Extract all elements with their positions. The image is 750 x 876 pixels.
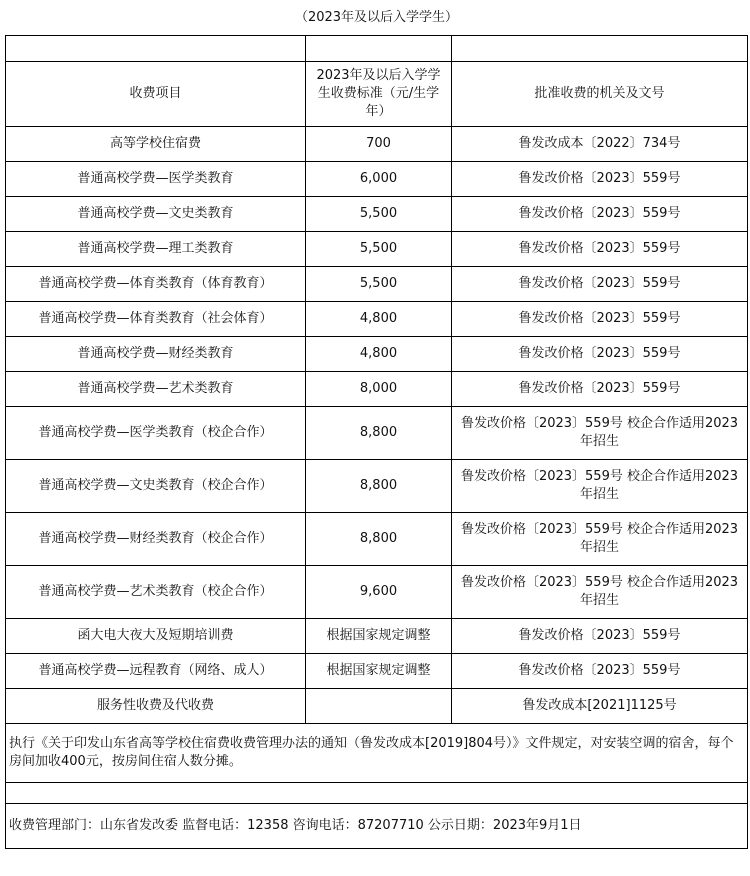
fee-approval: 鲁发改价格〔2023〕559号 [452, 372, 748, 407]
fee-standard: 4,800 [306, 302, 452, 337]
table-row [6, 460, 748, 513]
fee-approval: 鲁发改价格〔2023〕559号 [452, 197, 748, 232]
fee-approval: 鲁发改价格〔2023〕559号 [452, 302, 748, 337]
table-row [6, 689, 748, 724]
dorm-ac-note: 执行《关于印发山东省高等学校住宿费收费管理办法的通知（鲁发改成本[2019]804号）》文件规定，对安装空调的宿舍，每个房间加收400元，按房间住宿人数分摊。 [6, 724, 748, 783]
fee-approval: 鲁发改价格〔2023〕559号 校企合作适用2023年招生 [452, 460, 748, 513]
table-row [6, 566, 748, 619]
fee-item: 普通高校学费—医学类教育（校企合作） [6, 407, 306, 460]
fee-standard: 5,500 [306, 197, 452, 232]
table-row [6, 302, 748, 337]
table-row [6, 127, 748, 162]
fee-item: 普通高校学费—体育类教育（体育教育） [6, 267, 306, 302]
page-title: （2023年及以后入学学生） [294, 9, 459, 25]
fee-item: 普通高校学费—文史类教育（校企合作） [6, 460, 306, 513]
fee-table [5, 0, 748, 849]
blank-cell [6, 783, 748, 804]
fee-approval: 鲁发改价格〔2023〕559号 [452, 162, 748, 197]
fee-item: 普通高校学费—理工类教育 [6, 232, 306, 267]
fee-standard [306, 689, 452, 724]
header-standard: 2023年及以后入学学生收费标准（元/生学年） [306, 62, 452, 127]
fee-standard: 8,800 [306, 513, 452, 566]
fee-approval: 鲁发改价格〔2023〕559号 校企合作适用2023年招生 [452, 566, 748, 619]
table-row [6, 513, 748, 566]
fee-standard: 9,600 [306, 566, 452, 619]
fee-approval: 鲁发改成本〔2022〕734号 [452, 127, 748, 162]
fee-standard: 4,800 [306, 337, 452, 372]
blank-cell [6, 36, 306, 62]
fee-standard: 根据国家规定调整 [306, 654, 452, 689]
fee-item: 服务性收费及代收费 [6, 689, 306, 724]
fee-item: 普通高校学费—艺术类教育（校企合作） [6, 566, 306, 619]
fee-item: 普通高校学费—艺术类教育 [6, 372, 306, 407]
fee-standard: 5,500 [306, 267, 452, 302]
fee-standard: 5,500 [306, 232, 452, 267]
fee-approval: 鲁发改价格〔2023〕559号 [452, 232, 748, 267]
fee-approval: 鲁发改价格〔2023〕559号 [452, 654, 748, 689]
table-row [6, 197, 748, 232]
fee-approval: 鲁发改价格〔2023〕559号 校企合作适用2023年招生 [452, 407, 748, 460]
fee-approval: 鲁发改价格〔2023〕559号 [452, 267, 748, 302]
fee-item: 普通高校学费—远程教育（网络、成人） [6, 654, 306, 689]
fee-standard: 8,000 [306, 372, 452, 407]
fee-item: 普通高校学费—体育类教育（社会体育） [6, 302, 306, 337]
blank-row [6, 36, 748, 62]
blank-cell [452, 36, 748, 62]
fee-standard: 8,800 [306, 460, 452, 513]
table-row [6, 267, 748, 302]
fee-standard: 根据国家规定调整 [306, 619, 452, 654]
table-row [6, 337, 748, 372]
footer-contact: 收费管理部门：山东省发改委 监督电话：12358 咨询电话：87207710 公示日期：2023年9月1日 [6, 804, 748, 849]
footer-row [6, 804, 748, 849]
fee-standard: 8,800 [306, 407, 452, 460]
fee-item: 普通高校学费—财经类教育 [6, 337, 306, 372]
fee-approval: 鲁发改成本[2021]1125号 [452, 689, 748, 724]
note-row [6, 724, 748, 783]
fee-approval: 鲁发改价格〔2023〕559号 校企合作适用2023年招生 [452, 513, 748, 566]
table-row [6, 654, 748, 689]
fee-standard: 700 [306, 127, 452, 162]
table-row [6, 619, 748, 654]
table-row [6, 162, 748, 197]
fee-item: 函大电大夜大及短期培训费 [6, 619, 306, 654]
fee-approval: 鲁发改价格〔2023〕559号 [452, 337, 748, 372]
title-row [6, 0, 748, 36]
fee-item: 普通高校学费—财经类教育（校企合作） [6, 513, 306, 566]
fee-item: 高等学校住宿费 [6, 127, 306, 162]
header-approval: 批准收费的机关及文号 [452, 62, 748, 127]
table-row [6, 407, 748, 460]
fee-item: 普通高校学费—文史类教育 [6, 197, 306, 232]
fee-standard: 6,000 [306, 162, 452, 197]
table-row [6, 232, 748, 267]
header-item: 收费项目 [6, 62, 306, 127]
blank-cell [306, 36, 452, 62]
fee-item: 普通高校学费—医学类教育 [6, 162, 306, 197]
header-row [6, 62, 748, 127]
fee-approval: 鲁发改价格〔2023〕559号 [452, 619, 748, 654]
table-row [6, 372, 748, 407]
blank-row [6, 783, 748, 804]
